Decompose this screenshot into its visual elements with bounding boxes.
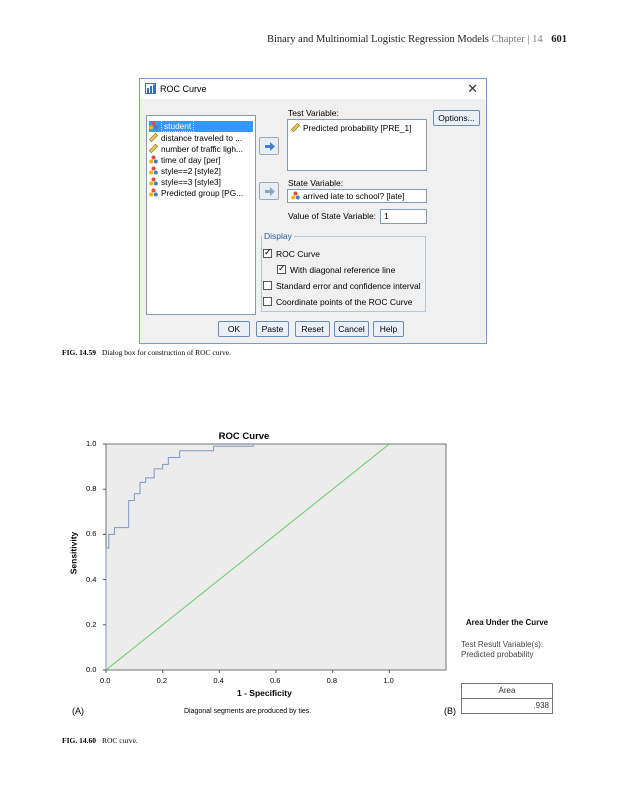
standard-error-checkbox-label: Standard error and confidence interval [276, 281, 421, 291]
figure-caption-text: ROC curve. [101, 736, 138, 745]
coordinate-points-checkbox[interactable] [263, 297, 272, 306]
y-tick-label: 1.0 [86, 439, 97, 448]
panel-label-a: (A) [72, 706, 84, 716]
x-tick-label: 0.2 [156, 676, 168, 685]
display-group-label: Display [264, 231, 292, 241]
scale-ruler-icon [149, 144, 158, 153]
ok-button[interactable]: OK [218, 321, 250, 337]
running-head: Binary and Multinomial Logistic Regression Models Chapter | 14 601 [266, 34, 567, 45]
list-item[interactable]: time of day [per] [149, 155, 253, 166]
roc-curve-checkbox-label: ROC Curve [276, 249, 320, 259]
test-variable-label: Test Variable: [288, 108, 339, 118]
dialog-title: ROC Curve [160, 84, 207, 94]
check-icon: ✓ [278, 263, 286, 273]
list-item[interactable]: number of traffic ligh... [149, 144, 253, 155]
y-tick-label: 0.8 [86, 484, 97, 494]
move-to-test-variable-button[interactable] [259, 137, 279, 155]
roc-curve-checkbox[interactable] [263, 249, 272, 258]
nominal-icon [149, 121, 158, 130]
auc-table [461, 617, 553, 710]
y-axis-label: Sensitivity [68, 531, 79, 575]
reset-button[interactable]: Reset [295, 321, 330, 337]
roc-chart-figure [62, 428, 458, 728]
y-tick-label: 0.0 [86, 665, 97, 674]
auc-subtitle: Test Result Variable(s): Predicted probability [461, 640, 544, 659]
nominal-icon [149, 155, 158, 164]
auc-grid [461, 683, 553, 714]
x-tick-label: 0.0 [100, 676, 111, 685]
move-to-state-variable-button[interactable] [259, 182, 279, 200]
figure-caption-text: Dialog box for construction of ROC curve. [101, 348, 231, 357]
x-tick-label: 1.0 [383, 676, 394, 685]
close-icon[interactable]: ✕ [467, 81, 478, 96]
value-of-state-input[interactable]: 1 [380, 209, 427, 224]
state-variable-item: arrived late to school? [late] [291, 191, 404, 201]
value-of-state-label: Value of State Variable: [288, 211, 377, 221]
scale-ruler-icon [291, 123, 300, 132]
nominal-icon [149, 177, 158, 186]
panel-label-b: (B) [444, 706, 456, 716]
roc-chart [62, 428, 458, 728]
running-head-chapter-label: Chapter [491, 34, 525, 45]
page-number: 601 [551, 34, 567, 45]
list-item[interactable]: distance traveled to ... [149, 133, 253, 144]
arrow-right-icon [264, 141, 276, 152]
figure-caption-1459 [62, 348, 231, 357]
coordinate-points-checkbox-label: Coordinate points of the ROC Curve [276, 297, 413, 307]
diagonal-reference-checkbox-label: With diagonal reference line [290, 265, 396, 275]
x-tick-label: 0.8 [326, 676, 338, 685]
chart-title: ROC Curve [218, 431, 270, 442]
dialog-titlebar [140, 79, 486, 99]
y-tick-label: 0.6 [86, 529, 97, 539]
figure-caption-1460 [62, 736, 138, 745]
running-head-title: Binary and Multinomial Logistic Regression Models [266, 34, 489, 45]
nominal-icon [149, 166, 158, 175]
scale-ruler-icon [149, 133, 158, 142]
list-item[interactable]: Predicted probability [PRE_1] [291, 123, 411, 133]
check-icon: ✓ [264, 247, 272, 257]
roc-dialog [139, 78, 487, 344]
y-tick-label: 0.2 [86, 619, 97, 629]
auc-title: Area Under the Curve [465, 618, 549, 627]
arrow-right-icon [264, 186, 276, 197]
figure-number: FIG. 14.59 [62, 348, 96, 357]
test-variable-list[interactable] [287, 119, 427, 171]
standard-error-checkbox[interactable] [263, 281, 272, 290]
state-variable-label: State Variable: [288, 178, 344, 188]
x-tick-label: 0.6 [270, 676, 281, 685]
list-item[interactable]: Predicted group [PG... [149, 188, 253, 199]
cancel-button[interactable]: Cancel [334, 321, 369, 337]
plot-area [106, 444, 446, 670]
nominal-icon [291, 191, 300, 200]
x-tick-label: 0.4 [213, 676, 224, 685]
paste-button[interactable]: Paste [256, 321, 289, 337]
list-item[interactable]: style==3 [style3] [149, 177, 253, 188]
roc-app-icon [145, 83, 156, 94]
auc-value: .938 [461, 699, 553, 714]
running-head-chapter-number: 14 [532, 34, 543, 45]
chart-footnote: Diagonal segments are produced by ties. [184, 708, 312, 715]
state-variable-field[interactable] [287, 189, 427, 203]
list-item[interactable]: student [149, 121, 253, 132]
y-tick-label: 0.4 [86, 574, 97, 584]
auc-column-header: Area [461, 683, 553, 699]
help-button[interactable]: Help [373, 321, 404, 337]
nominal-icon [149, 188, 158, 197]
list-item[interactable]: style==2 [style2] [149, 166, 253, 177]
options-button[interactable]: Options... [433, 110, 480, 126]
variable-list[interactable] [146, 115, 256, 315]
diagonal-reference-checkbox[interactable] [277, 265, 286, 274]
figure-number: FIG. 14.60 [62, 736, 96, 745]
x-axis-label: 1 - Specificity [237, 688, 292, 698]
